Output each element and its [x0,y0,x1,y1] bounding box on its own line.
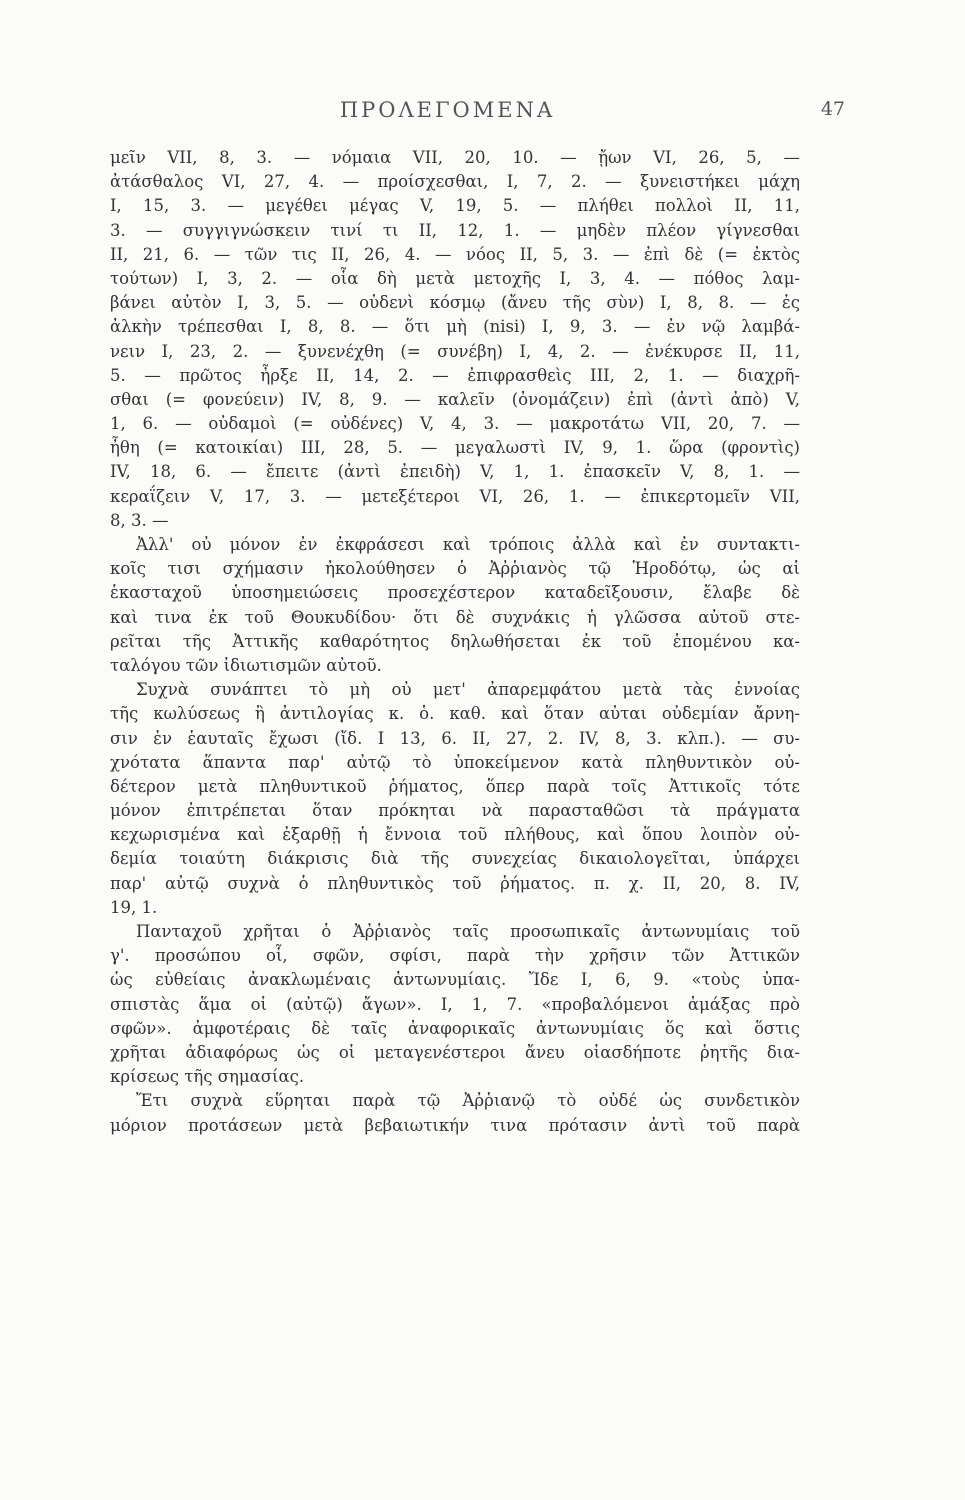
text-line: II, 21, 6. — τῶν τις II, 26, 4. — νόος II, 5, 3. — ἐπὶ δὲ (= ἐκτὸς [110,244,800,264]
text-line: καὶ τινα ἐκ τοῦ Θουκυδίδου· ὅτι δὲ συχνάκις ἡ γλῶσσα αὐτοῦ στε- [110,607,800,627]
text-line: σφῶν». ἀμφοτέραις δὲ ταῖς ἀναφορικαῖς ἀντωνυμίαις ὅς καὶ ὅστις [110,1018,800,1038]
text-line: σπιστὰς ἅμα οἱ (αὐτῷ) ἄγων». I, 1, 7. «προβαλόμενοι ἁμάξας πρὸ [110,994,800,1014]
text-line: σθαι (= φονεύειν) IV, 8, 9. — καλεῖν (ὀνομάζειν) ἐπὶ (ἀντὶ ἀπὸ) V, [110,389,800,409]
text-line: I, 15, 3. — μεγέθει μέγας V, 19, 5. — πλήθει πολλοὶ II, 11, [110,196,800,216]
paragraph-first-line: Ἔτι συχνὰ εὕρηται παρὰ τῷ Ἀῤῥιανῷ τὸ οὐδέ ὡς συνδετικὸν [136,1091,800,1111]
text-line: τῆς κωλύσεως ἢ ἀντιλογίας κ. ὁ. καθ. καὶ ὅταν αὐται οὐδεμίαν ἄρνη- [110,704,800,724]
text-line: κοῖς τισι σχήμασιν ἠκολούθησεν ὁ Ἀῤῥιανὸς τῷ Ἡροδότῳ, ὡς αἱ [110,559,800,579]
paragraph-first-line: Ἀλλ' οὐ μόνον ἐν ἐκφράσεσι καὶ τρόποις ἀλλὰ καὶ ἐν συντακτι- [136,535,800,554]
text-line: σιν ἐν ἑαυταῖς ἔχωσι (ἴδ. I 13, 6. II, 27, 2. IV, 8, 3. κλπ.). — συ- [110,728,800,748]
page-number: 47 [820,98,845,120]
text-line: 1, 6. — οὐδαμοὶ (= οὐδένες) V, 4, 3. — μακροτάτω VII, 20, 7. — [110,414,800,434]
text-line: παρ' αὐτῷ συχνὰ ὁ πληθυντικὸς τοῦ ῥήματος. π. χ. II, 20, 8. IV, [110,873,800,893]
running-head: ΠΡΟΛΕΓΟΜΕΝΑ [339,98,556,122]
text-line: μεῖν VII, 8, 3. — νόμαια VII, 20, 10. — ᾔων VI, 26, 5, — [110,148,800,167]
text-line: γ'. προσώπου οἷ, σφῶν, σφίσι, παρὰ τὴν χρῆσιν τῶν Ἀττικῶν [110,946,800,966]
text-line: μόνον ἐπιτρέπεται ὅταν πρόκηται νὰ παρασταθῶσι τὰ πράγματα [110,801,800,821]
text-line: 8, 3. — [110,510,169,530]
text-line: μόριον προτάσεων μετὰ βεβαιωτικήν τινα πρότασιν ἀντὶ τοῦ παρὰ [110,1115,800,1135]
text-line: ἀτάσθαλος VI, 27, 4. — προίσχεσθαι, I, 7, 2. — ξυνειστήκει μάχη [110,172,800,192]
text-line: IV, 18, 6. — ἔπειτε (ἀντὶ ἐπειδὴ) V, 1, 1. ἐπασκεῖν V, 8, 1. — [110,462,800,482]
text-line: χνότατα ἅπαντα παρ' αὐτῷ τὸ ὑποκείμενον κατὰ πληθυντικὸν οὐ- [110,752,800,772]
text-line: κεχωρισμένα καὶ ἐξαρθῇ ἡ ἔννοια τοῦ πλήθους, καὶ ὅπου λοιπὸν οὐ- [110,825,800,845]
text-line: νειν I, 23, 2. — ξυνενέχθη (= συνέβη) I, 4, 2. — ἐνέκυρσε II, 11, [110,341,800,361]
paragraph-first-line: Συχνὰ συνάπτει τὸ μὴ οὐ μετ' ἀπαρεμφάτου μετὰ τὰς ἐννοίας [136,680,800,700]
text-line: βάνει αὐτὸν I, 3, 5. — οὐδενὶ κόσμῳ (ἄνευ τῆς σὺν) I, 8, 8. — ἐς [110,293,800,313]
text-line: κρίσεως τῆς σημασίας. [110,1067,305,1087]
text-line: ρεῖται τῆς Ἀττικῆς καθαρότητος δηλωθήσεται ἐκ τοῦ ἑπομένου κα- [110,631,800,651]
text-line: 3. — συγγιγνώσκειν τινί τι II, 12, 1. — μηδὲν πλέον γίγνεσθαι [110,220,800,240]
text-line: κεραΐζειν V, 17, 3. — μετεξέτεροι VI, 26, 1. — ἐπικερτομεῖν VII, [110,486,800,506]
text-line: δέτερον μετὰ πληθυντικοῦ ῥήματος, ὅπερ παρὰ τοῖς Ἀττικοῖς τότε [110,776,800,796]
text-line: 5. — πρῶτος ἦρξε II, 14, 2. — ἐπιφρασθεὶς III, 2, 1. — διαχρῆ- [110,365,800,385]
page-header [110,98,845,128]
text-line: ὡς εὐθείαις ἀνακλωμέναις ἀντωνυμίαις. Ἴδε I, 6, 9. «τοὺς ὑπα- [110,970,800,990]
text-line: ἑκασταχοῦ ὑποσημειώσεις προσεχέστερον καταδεῖξουσιν, ἔλαβε δὲ [110,583,800,603]
text-line: 19, 1. [110,897,158,917]
text-line: τούτων) I, 3, 2. — οἷα δὴ μετὰ μετοχῆς I, 3, 4. — πόθος λαμ- [110,268,800,288]
text-line: χρῆται ἀδιαφόρως ὡς οἱ μεταγενέστεροι ἄνευ οἱασδήποτε ῥητῆς δια- [110,1042,800,1062]
text-line: ἀλκὴν τρέπεσθαι I, 8, 8. — ὅτι μὴ (nisi) I, 9, 3. — ἐν νῷ λαμβά- [110,317,800,337]
text-line: ἦθη (= κατοικίαι) III, 28, 5. — μεγαλωστὶ IV, 9, 1. ὥρα (φροντὶς) [110,438,800,458]
text-line: δεμία τοιαύτη διάκρισις διὰ τῆς συνεχείας δικαιολογεῖται, ὑπάρχει [110,849,800,869]
text-line: ταλόγου τῶν ἰδιωτισμῶν αὐτοῦ. [110,655,382,675]
paragraph-first-line: Πανταχοῦ χρῆται ὁ Ἀῤῥιανὸς ταῖς προσωπικαῖς ἀντωνυμίαις τοῦ [136,922,800,941]
body-text [110,146,800,1138]
